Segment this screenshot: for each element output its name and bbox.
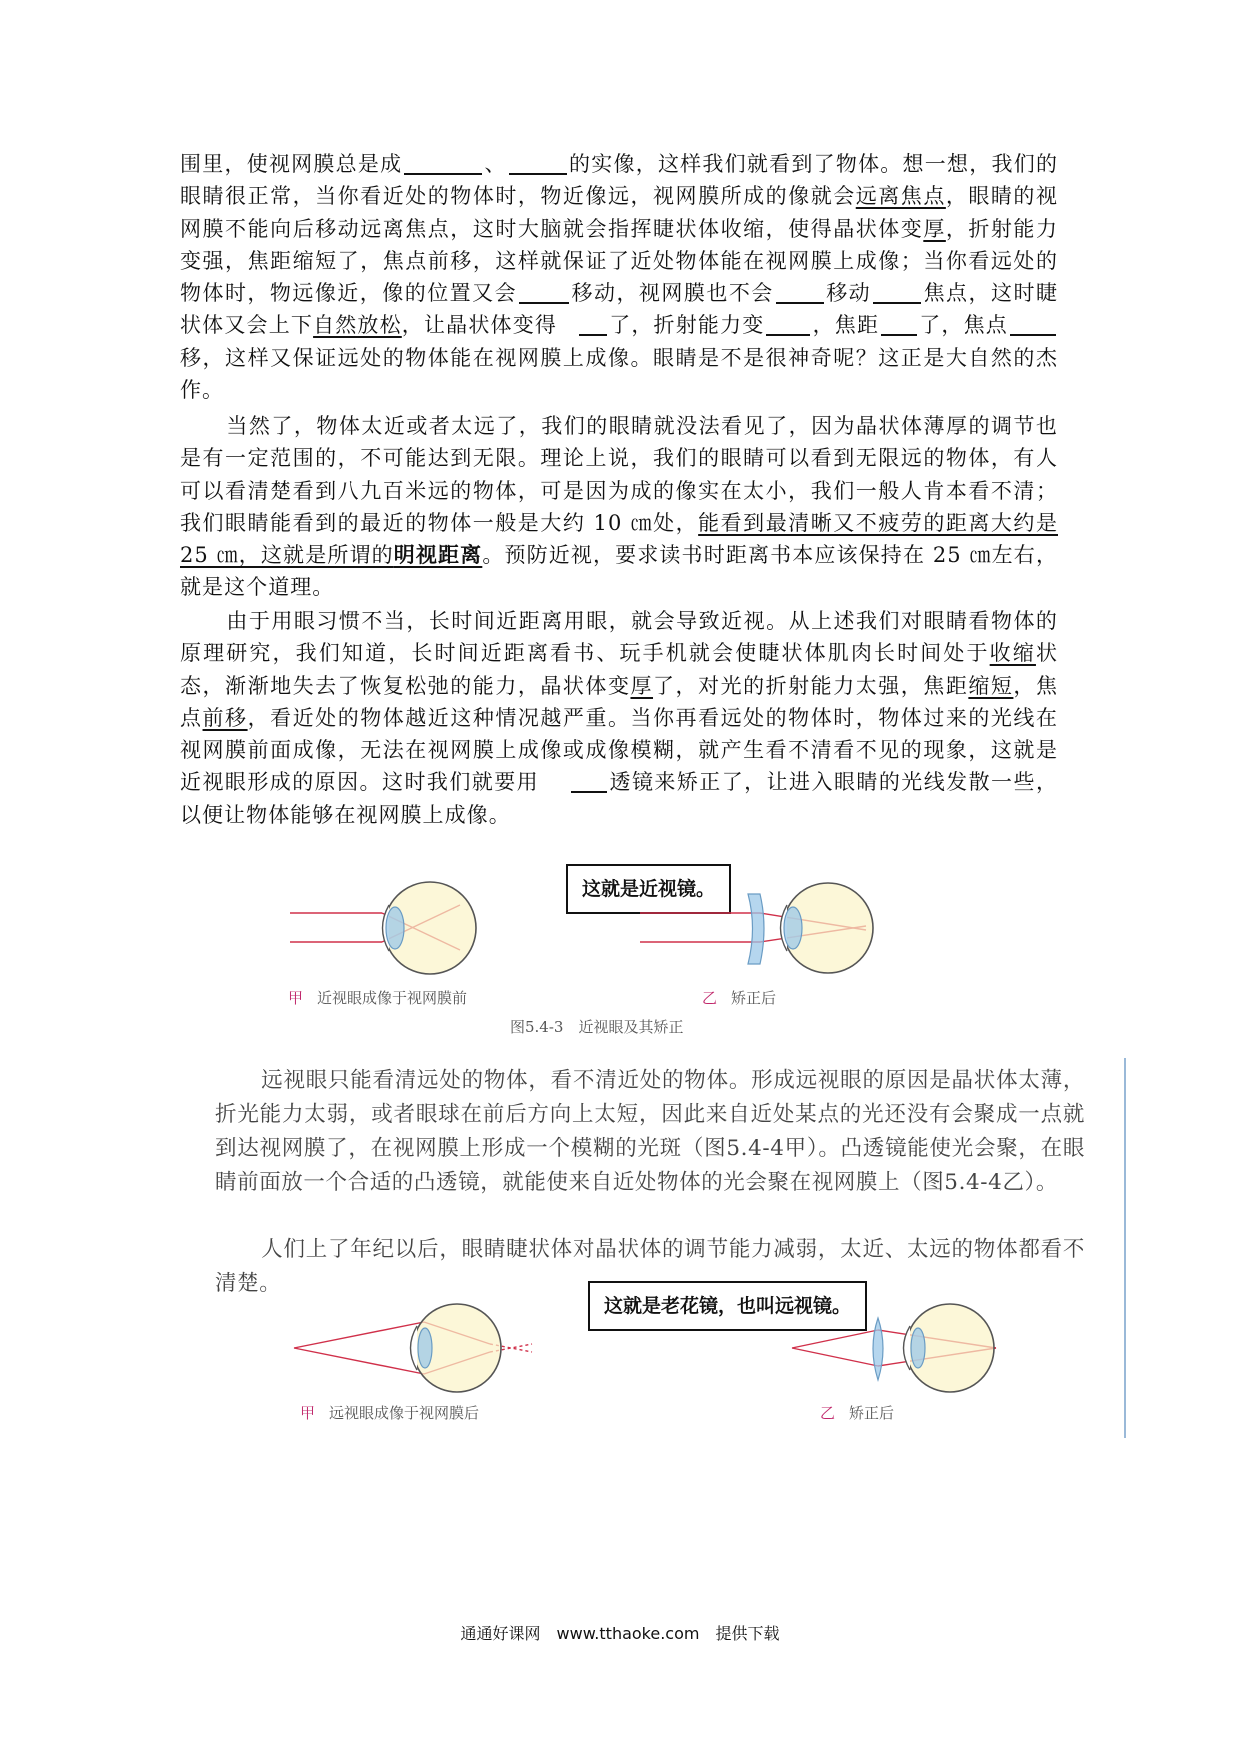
text: 移动，视网膜也不会 <box>571 281 774 306</box>
fill-blank[interactable] <box>881 313 917 336</box>
fill-blank[interactable] <box>1010 313 1056 336</box>
underlined-text: 缩短 <box>968 673 1014 698</box>
fill-blank[interactable] <box>404 152 482 175</box>
text: ，看近处的物体越近这种情况越严重。当你再看远处的物体时，物体过来的光线在视网膜前面成像，无法在视网膜上成像或成像模糊，就产生看不清看不见的现象，这就是近视眼形成的原因。这时我们就要用 <box>180 705 1058 795</box>
figure-label-a: 甲 近视眼成像于视网膜前 <box>288 989 468 1007</box>
text: 了，折射能力变 <box>609 313 765 338</box>
text: 人们上了年纪以后，眼睛睫状体对晶状体的调节能力减弱，太近、太远的物体都看不清楚。 <box>215 1237 1085 1296</box>
myopia-eye-diagram <box>290 880 500 980</box>
callout-presbyopia-glasses: 这就是老花镜，也叫远视镜。 <box>588 1281 867 1331</box>
eyeball-icon <box>781 883 874 973</box>
paragraph-1 <box>180 148 1058 406</box>
text: 。预防近视，要求读书时距离书本应该保持在 25 ㎝左右，就是这个道理。 <box>180 543 1058 600</box>
paragraph-2 <box>180 410 1058 604</box>
text: 由于用眼习惯不当，长时间近距离用眼，就会导致近视。从上述我们对眼睛看物体的原理研究，我们知道，长时间近距离看书、玩手机就会使睫状体肌肉长时间处于 <box>180 609 1058 666</box>
text: 围里，使视网膜总是成 <box>180 152 403 176</box>
scan-margin-line <box>1124 1058 1126 1438</box>
fill-blank[interactable] <box>873 281 921 304</box>
text: ，焦点 <box>180 673 1058 730</box>
fill-blank[interactable] <box>509 152 567 175</box>
text: 焦点，这时睫状体又会上下 <box>180 281 1058 338</box>
paragraph-3 <box>180 605 1058 831</box>
page-footer: 通通好课网 www.tthaoke.com 提供下载 <box>460 1624 780 1643</box>
underlined-text: 自然放松 <box>313 313 402 338</box>
textbook-paragraph-1 <box>215 1064 1085 1200</box>
text: 当然了，物体太近或者太远了，我们的眼睛就没法看见了，因为晶状体薄厚的调节也是有一定范围的，不可能达到无限。理论上说，我们的眼睛可以看到无限远的物体，有人可以看清楚看到八九百米远的物体，可是因为成的像实在太小，我们一般人肯本看不清；我们眼睛能看到的最近的物体一般是大约 10 ㎝处， <box>180 414 1058 535</box>
figure-label-b: 乙 矫正后 <box>820 1404 895 1422</box>
concave-lens-icon <box>748 894 764 964</box>
underlined-text: 收缩 <box>989 641 1036 666</box>
text: 的实像，这样我们就看到了物体。想一想，我们的眼睛很正常，当你看近处的物体时，物近像远，视网膜所成的像就会 <box>180 152 1059 209</box>
underlined-text: 厚 <box>923 216 946 241</box>
figure-label-a: 甲 远视眼成像于视网膜后 <box>300 1404 480 1422</box>
fill-blank[interactable] <box>579 313 607 336</box>
text: 移动 <box>825 281 872 306</box>
text: ，焦距 <box>812 313 880 338</box>
underlined-text: 前移 <box>202 705 248 730</box>
underlined-text: 远离焦点 <box>855 184 946 209</box>
figure-label-b: 乙 矫正后 <box>702 989 777 1007</box>
text: ，眼睛的视网膜不能向后移动远离焦点，这时大脑就会指挥睫状体收缩，使得晶状体变 <box>180 184 1059 241</box>
corrected-myopia-eye-diagram <box>640 880 875 980</box>
underlined-text: 能看到最清晰又不疲劳的距离大约是 25 ㎝，这就是所谓的 <box>180 510 1058 568</box>
fill-blank[interactable] <box>571 770 607 793</box>
text: 了，焦点 <box>919 313 1008 338</box>
text: 、 <box>484 152 507 176</box>
text: 状态，渐渐地失去了恢复松弛的能力，晶状体变 <box>180 641 1059 698</box>
eyeball-icon <box>411 1304 502 1392</box>
fill-blank[interactable] <box>519 281 569 304</box>
figure-caption: 图5.4-3 近视眼及其矫正 <box>510 1018 684 1036</box>
eyeball-icon <box>904 1304 995 1392</box>
text: 移，这样又保证远处的物体能在视网膜上成像。眼睛是不是很神奇呢？这正是大自然的杰作。 <box>180 345 1058 403</box>
convex-lens-icon <box>873 1318 883 1380</box>
eyeball-icon <box>383 882 477 974</box>
hyperopia-eye-diagram <box>292 1300 542 1400</box>
text: ，让晶状体变得 <box>401 313 558 338</box>
text: 透镜来矫正了，让进入眼睛的光线发散一些，以便让物体能够在视网膜上成像。 <box>180 770 1058 827</box>
fill-blank[interactable] <box>776 281 824 304</box>
key-term: 明视距离 <box>393 542 483 568</box>
text: 了，对光的折射能力太强，焦距 <box>653 673 969 698</box>
underlined-text: 厚 <box>630 673 654 698</box>
text: 远视眼只能看清远处的物体，看不清近处的物体。形成远视眼的原因是晶状体太薄，折光能力太弱，或者眼球在前后方向上太短，因此来自近处某点的光还没有会聚成一点就到达视网膜了，在视网膜上形成一个模糊的光斑（图5.4-4甲）。凸透镜能使光会聚，在眼睛前面放一个合适的凸透镜，就能使来自近处物体的光会聚在视网膜上（图5.4-4乙）。 <box>215 1068 1085 1195</box>
fill-blank[interactable] <box>766 313 810 336</box>
callout-myopia-glasses: 这就是近视镜。 <box>566 864 731 914</box>
text: ，折射能力变强，焦距缩短了，焦点前移，这样就保证了近处物体能在视网膜上成像；当你看远处的物体时，物远像近，像的位置又会 <box>180 216 1058 306</box>
corrected-hyperopia-eye-diagram <box>790 1300 1010 1400</box>
